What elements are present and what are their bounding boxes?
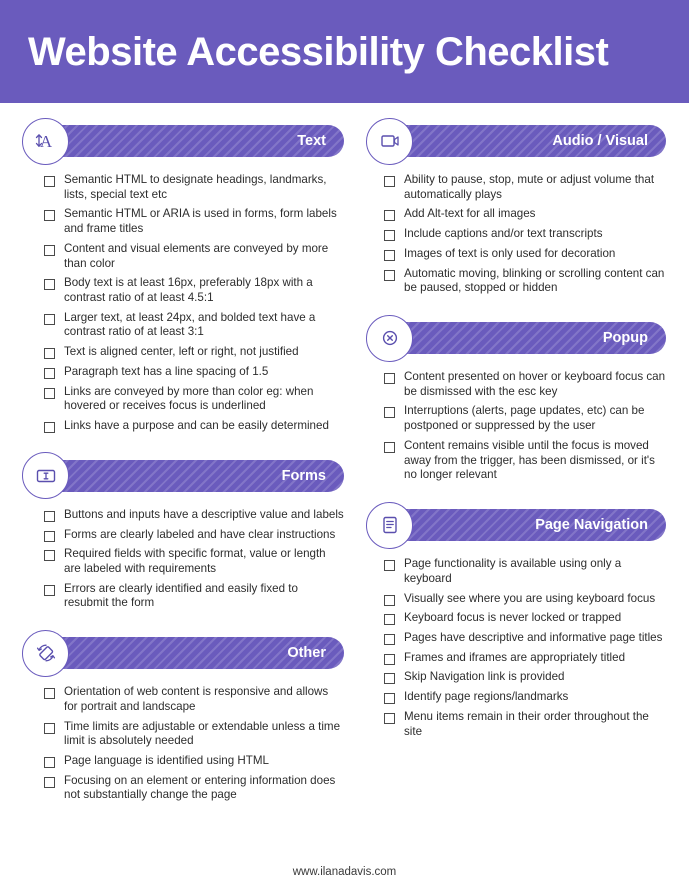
item-label: Include captions and/or text transcripts <box>404 227 603 241</box>
item-label: Links have a purpose and can be easily determined <box>64 419 329 433</box>
section-text <box>22 117 344 434</box>
item-label: Orientation of web content is responsive and allows for portrait and landscape <box>64 685 329 713</box>
checkbox[interactable] <box>44 279 55 290</box>
list-item[interactable] <box>44 582 344 611</box>
item-label: Ability to pause, stop, mute or adjust volume that automatically plays <box>404 173 655 201</box>
list-item[interactable] <box>384 227 666 242</box>
list-item[interactable] <box>384 710 666 739</box>
left-column <box>22 117 344 813</box>
checkbox[interactable] <box>44 688 55 699</box>
section-header <box>22 629 344 677</box>
item-label: Automatic moving, blinking or scrolling content can be paused, stopped or hidden <box>404 266 665 295</box>
item-label: Links are conveyed by more than color eg: when hovered or receives focus is underlined <box>64 384 314 413</box>
section-title-bar <box>388 509 666 541</box>
list-item[interactable] <box>44 754 344 769</box>
item-label: Time limits are adjustable or extendable unless a time limit is absolutely needed <box>64 719 341 748</box>
list-item[interactable] <box>384 611 666 626</box>
checkbox[interactable] <box>44 422 55 433</box>
list-item[interactable] <box>384 670 666 685</box>
close-circle-icon <box>366 315 413 362</box>
document-list-icon <box>366 502 413 549</box>
footer-url: www.ilanadavis.com <box>292 866 397 878</box>
checkbox[interactable] <box>44 550 55 561</box>
checkbox[interactable] <box>44 777 55 788</box>
list-item[interactable] <box>44 242 344 271</box>
checkbox[interactable] <box>384 270 395 281</box>
list-item[interactable] <box>384 267 666 296</box>
content-columns <box>0 103 689 813</box>
checkbox[interactable] <box>44 368 55 379</box>
item-label: Paragraph text has a line spacing of 1.5 <box>64 364 269 378</box>
item-label: Larger text, at least 24px, and bolded text have a contrast ratio of at least 3:1 <box>64 310 316 339</box>
item-label: Identify page regions/landmarks <box>404 690 569 704</box>
text-font-icon <box>22 118 69 165</box>
checkbox[interactable] <box>384 176 395 187</box>
list-item[interactable] <box>44 365 344 380</box>
item-label: Errors are clearly identified and easily fixed to resubmit the form <box>64 581 298 610</box>
item-label: Page functionality is available using only a keyboard <box>404 557 622 585</box>
checkbox[interactable] <box>384 673 395 684</box>
checkbox[interactable] <box>384 442 395 453</box>
item-label: Frames and iframes are appropriately titled <box>404 650 626 664</box>
checkbox[interactable] <box>44 348 55 359</box>
checkbox[interactable] <box>384 230 395 241</box>
checkbox[interactable] <box>44 531 55 542</box>
list-item[interactable] <box>44 345 344 360</box>
item-label: Semantic HTML or ARIA is used in forms, form labels and frame titles <box>64 207 337 236</box>
section-title-bar <box>44 125 344 157</box>
section-title: Other <box>287 645 326 662</box>
section-title-bar <box>44 460 344 492</box>
list-item[interactable] <box>384 651 666 666</box>
list-item[interactable] <box>44 685 344 714</box>
checkbox[interactable] <box>384 614 395 625</box>
checkbox[interactable] <box>44 314 55 325</box>
checkbox[interactable] <box>44 388 55 399</box>
checkbox[interactable] <box>384 560 395 571</box>
item-label: Page language is identified using HTML <box>64 753 269 767</box>
list-item[interactable] <box>384 557 666 586</box>
section-audio-visual <box>366 117 666 296</box>
page-title: Website Accessibility Checklist <box>28 29 609 74</box>
list-item[interactable] <box>44 207 344 236</box>
list-item[interactable] <box>44 547 344 576</box>
list-item[interactable] <box>44 419 344 434</box>
page-header <box>0 0 689 103</box>
checkbox[interactable] <box>44 757 55 768</box>
list-item[interactable] <box>44 276 344 305</box>
item-label: Skip Navigation link is provided <box>404 670 565 684</box>
checkbox[interactable] <box>384 373 395 384</box>
section-header <box>22 117 344 165</box>
checklist-items <box>22 173 344 434</box>
section-title: Popup <box>602 330 648 347</box>
section-title-bar <box>44 637 344 669</box>
section-header <box>22 452 344 500</box>
item-label: Menu items remain in their order throughout the site <box>404 709 649 738</box>
list-item[interactable] <box>44 528 344 543</box>
item-label: Interruptions (alerts, page updates, etc) can be postponed or suppressed by the user <box>404 404 645 433</box>
list-item[interactable] <box>384 592 666 607</box>
item-label: Buttons and inputs have a descriptive value and labels <box>64 507 344 521</box>
section-title: Text <box>297 133 326 149</box>
section-header <box>366 117 666 165</box>
section-header <box>366 501 666 549</box>
section-other <box>22 629 344 803</box>
checkbox[interactable] <box>44 585 55 596</box>
checklist-items <box>366 557 666 739</box>
list-item[interactable] <box>384 631 666 646</box>
checklist-items <box>22 685 344 803</box>
section-title: Forms <box>281 467 326 484</box>
list-item[interactable] <box>44 311 344 340</box>
svg-text:A: A <box>39 132 52 151</box>
checkbox[interactable] <box>44 245 55 256</box>
section-page-navigation <box>366 501 666 739</box>
list-item[interactable] <box>384 370 666 399</box>
list-item[interactable] <box>44 720 344 749</box>
checkbox[interactable] <box>384 407 395 418</box>
checkbox[interactable] <box>384 654 395 665</box>
checkbox[interactable] <box>384 713 395 724</box>
item-label: Pages have descriptive and informative page titles <box>404 630 663 644</box>
item-label: Keyboard focus is never locked or trapped <box>404 611 622 625</box>
list-item[interactable] <box>384 439 666 483</box>
list-item[interactable] <box>44 508 344 523</box>
section-title: Page Navigation <box>535 517 648 534</box>
list-item[interactable] <box>384 247 666 262</box>
list-item[interactable] <box>44 173 344 202</box>
item-label: Visually see where you are using keyboard focus <box>404 591 656 605</box>
section-forms <box>22 452 344 611</box>
list-item[interactable] <box>44 774 344 803</box>
checkbox[interactable] <box>44 511 55 522</box>
item-label: Required fields with specific format, value or length are labeled with requirements <box>64 547 326 575</box>
checkbox[interactable] <box>384 210 395 221</box>
item-label: Text is aligned center, left or right, not justified <box>64 345 299 359</box>
checkbox[interactable] <box>384 250 395 261</box>
rotate-device-icon <box>22 630 69 677</box>
item-label: Add Alt-text for all images <box>404 207 536 221</box>
section-title-bar <box>388 322 666 354</box>
item-label: Content remains visible until the focus is moved away from the trigger, has been dismissed, or it's no longer relevant <box>404 438 655 482</box>
list-item[interactable] <box>384 173 666 202</box>
list-item[interactable] <box>384 690 666 705</box>
checkbox[interactable] <box>384 634 395 645</box>
right-column <box>366 117 666 813</box>
section-title: Audio / Visual <box>552 133 648 149</box>
item-label: Images of text is only used for decoration <box>404 246 616 260</box>
checkbox[interactable] <box>384 693 395 704</box>
item-label: Focusing on an element or entering information does not substantially change the page <box>64 773 336 802</box>
list-item[interactable] <box>384 207 666 222</box>
checklist-items <box>366 370 666 483</box>
checkbox[interactable] <box>44 723 55 734</box>
item-label: Content presented on hover or keyboard focus can be dismissed with the esc key <box>404 370 666 398</box>
checkbox[interactable] <box>44 176 55 187</box>
checklist-items <box>22 508 344 611</box>
checkbox[interactable] <box>44 210 55 221</box>
list-item[interactable] <box>44 385 344 414</box>
list-item[interactable] <box>384 404 666 433</box>
section-header <box>366 314 666 362</box>
item-label: Semantic HTML to designate headings, landmarks, lists, special text etc <box>64 173 327 201</box>
section-title-bar <box>388 125 666 157</box>
section-popup <box>366 314 666 483</box>
video-media-icon <box>366 118 413 165</box>
item-label: Body text is at least 16px, preferably 18px with a contrast ratio of at least 4.5:1 <box>64 276 313 305</box>
item-label: Content and visual elements are conveyed by more than color <box>64 241 329 270</box>
item-label: Forms are clearly labeled and have clear instructions <box>64 527 336 541</box>
form-input-icon <box>22 452 69 499</box>
checkbox[interactable] <box>384 595 395 606</box>
checklist-items <box>366 173 666 296</box>
